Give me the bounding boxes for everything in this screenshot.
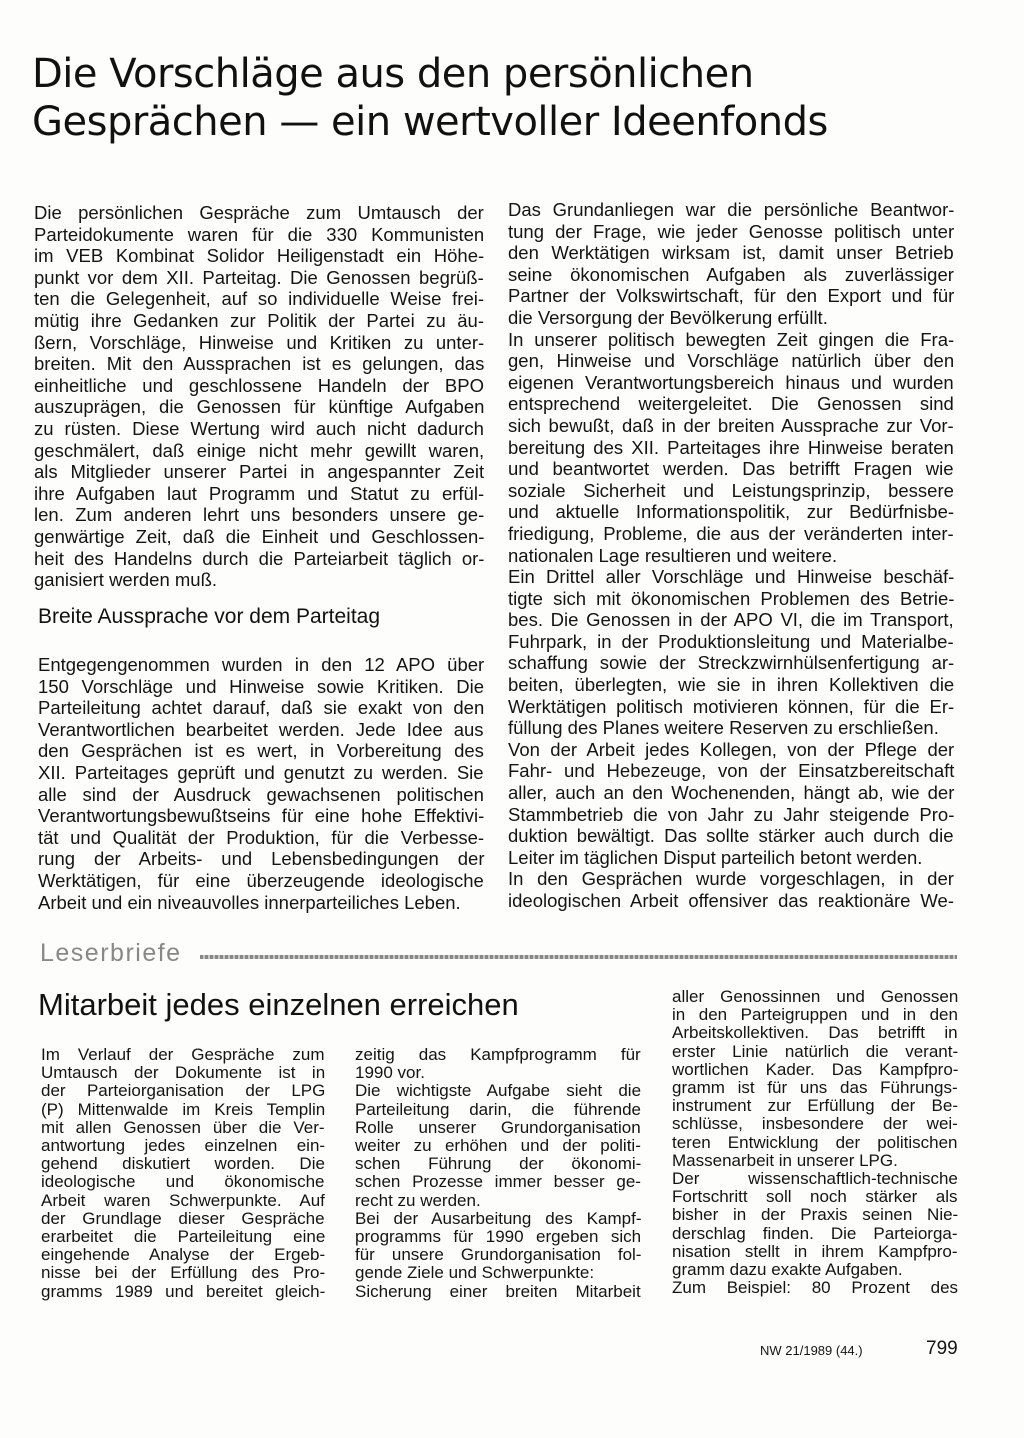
text-line: instrument zur Erfüllung der Be- xyxy=(672,1096,958,1116)
text-line: weiter zu erhöhen und der politi- xyxy=(355,1136,641,1156)
text-line: und aktuelle Informationspolitik, zur Bedürfnisbe- xyxy=(508,501,955,523)
text-line: wortlichen Kader. Das Kampfpro- xyxy=(672,1059,959,1079)
text-line: den Werktätigen wirksam ist, damit unser Betrieb xyxy=(508,242,954,264)
text-line: antwortung jedes einzelnen ein- xyxy=(41,1136,326,1156)
text-line: nisse bei der Erfüllung des Pro- xyxy=(41,1263,326,1283)
text-line: Bei der Ausarbeitung des Kampf- xyxy=(355,1208,642,1228)
text-line: Sicherung einer breiten Mitarbeit xyxy=(355,1281,641,1301)
text-line: schlüsse, insbesondere der wei- xyxy=(672,1114,958,1134)
text-line: genwärtige Zeit, daß die Einheit und Geschlossen- xyxy=(34,525,485,547)
text-line: gramms 1989 und bereitet gleich- xyxy=(41,1281,326,1301)
text-line: auszuprägen, die Genossen für künftige Aufgaben xyxy=(34,396,485,418)
text-line: entsprechend weitergeleitet. Die Genossen sind xyxy=(508,393,954,415)
text-line: tigte sich mit ökonomischen Problemen des Betrie- xyxy=(508,587,955,609)
section-subheading: Breite Aussprache vor dem Parteitag xyxy=(38,605,381,628)
text-line: friedigung, Probleme, die aus der veränderten inter- xyxy=(508,522,954,544)
text-line: bisher in der Praxis seinen Nie- xyxy=(672,1205,959,1225)
text-line: Werktätigen, für eine überzeugende ideologische xyxy=(38,869,484,891)
text-line: Fortschritt soll noch stärker als xyxy=(672,1187,958,1207)
issue-reference: NW 21/1989 (44.) xyxy=(760,1343,863,1358)
text-line: alle sind der Ausdruck gewachsenen politischen xyxy=(38,783,484,805)
text-line: Arbeit und ein niveauvolles innerparteiliches Leben. xyxy=(38,891,461,913)
text-line: Zum Beispiel: 80 Prozent des xyxy=(672,1278,959,1298)
text-line: geschmälert, daß einige nicht mehr gewillt waren, xyxy=(34,439,485,461)
text-line: gende Ziele und Schwerpunkte: xyxy=(355,1263,595,1283)
text-line: len. Zum anderen lehrt uns besonders unsere ge- xyxy=(34,504,485,526)
text-line: die Versorgung der Bevölkerung erfüllt. xyxy=(508,306,828,328)
text-line: eigenen Verantwortungsbereich hinaus und wurden xyxy=(508,371,954,393)
text-line: breiten. Mit den Aussprachen ist es gelungen, das xyxy=(34,353,485,375)
article-column-left-intro xyxy=(34,202,484,591)
text-line: sich bewußt, daß in der breiten Aussprache zur Vor- xyxy=(508,414,954,436)
text-line: seine ökonomischen Aufgaben als zuverlässiger xyxy=(508,263,954,285)
text-line: Fuhrpark, in der Produktionsleitung und Materialbe- xyxy=(508,630,954,652)
text-line: bes. Die Genossen in der APO VI, die im Transport, xyxy=(508,609,954,631)
text-line: nationalen Lage resultieren und weitere. xyxy=(508,544,838,566)
text-line: zu rüsten. Diese Wertung wird auch nicht dadurch xyxy=(34,417,484,439)
text-line: gramm ist für uns das Führungs- xyxy=(672,1078,958,1098)
text-line: Ein Drittel aller Vorschläge und Hinweise beschäf- xyxy=(508,566,955,588)
text-line: aller Genossinnen und Genossen xyxy=(672,987,959,1006)
text-line: schen Prozesse immer besser ge- xyxy=(355,1172,641,1192)
letter-title: Mitarbeit jedes einzelnen erreichen xyxy=(38,987,519,1022)
text-line: beiten, überlegten, wie sie in ihren Kollektiven die xyxy=(508,674,955,696)
article-column-right xyxy=(508,199,954,912)
article-column-left-continued xyxy=(38,654,484,913)
text-line: ganisiert werden muß. xyxy=(34,569,218,591)
text-line: Die wichtigste Aufgabe sieht die xyxy=(355,1081,642,1101)
text-line: der Parteiorganisation der LPG xyxy=(41,1081,326,1101)
text-line: als Mitglieder unserer Partei in angespannter Zeit xyxy=(34,461,485,483)
text-line: Rolle unserer Grundorganisation xyxy=(355,1117,641,1137)
text-line: teren Entwicklung der politischen xyxy=(672,1132,958,1152)
text-line: XII. Parteitages geprüft und genutzt zu werden. Sie xyxy=(38,761,484,783)
text-line: duktion bewältigt. Das sollte stärker auch durch die xyxy=(508,825,954,847)
page-number: 799 xyxy=(926,1338,958,1359)
section-divider xyxy=(200,955,957,959)
text-line: Leiter im täglichen Disput parteilich betont werden. xyxy=(508,846,923,868)
letter-column-3 xyxy=(672,988,958,1297)
text-line: schen Führung der ökonomi- xyxy=(355,1154,642,1174)
text-line: soziale Sicherheit und Leistungsprinzip, bessere xyxy=(508,479,954,501)
text-line: füllung des Planes weitere Reserven zu erschließen. xyxy=(508,717,939,739)
text-line: zeitig das Kampfprogramm für xyxy=(355,1045,641,1064)
text-line: Von der Arbeit jedes Kollegen, von der Pflege der xyxy=(508,738,955,760)
text-line: Verantwortungsbewußtseins für eine hohe Effektivi- xyxy=(38,805,485,827)
text-line: und beantwortet werden. Das betrifft Fragen wie xyxy=(508,458,954,480)
text-line: tät und Qualität der Produktion, für die Verbesse- xyxy=(38,826,485,848)
text-line: nisation stellt in ihrem Kampfpro- xyxy=(672,1241,958,1261)
article-title xyxy=(32,50,932,146)
text-line: Die persönlichen Gespräche zum Umtausch der xyxy=(34,202,484,223)
text-line: bereitung des XII. Parteitages ihre Hinweise beraten xyxy=(508,436,954,458)
text-line: schaffung sowie der Streckzwirnhülsenfertigung ar- xyxy=(508,652,955,674)
text-line: Werktätigen politisch motivieren können, für die Er- xyxy=(508,695,955,717)
text-line: derschlag finden. Die Parteiorga- xyxy=(672,1223,958,1243)
text-line: Stammbetrieb die von Jahr zu Jahr steigende Pro- xyxy=(508,803,955,825)
text-line: tung der Frage, wie jeder Genosse politisch unter xyxy=(508,220,955,242)
text-line: Partner der Volkswirtschaft, für den Export und für xyxy=(508,285,955,307)
article-title-line: Gesprächen — ein wertvoller Ideenfonds xyxy=(32,99,828,145)
text-line: in den Parteigruppen und in den xyxy=(672,1005,958,1025)
text-line: heit des Handelns durch die Parteiarbeit täglich or- xyxy=(34,547,485,569)
text-line: ßern, Vorschläge, Hinweise und Kritiken zu unter- xyxy=(34,331,485,353)
text-line: Parteileitung darin, die führende xyxy=(355,1099,641,1119)
text-line: Arbeit waren Schwerpunkte. Auf xyxy=(41,1190,325,1210)
text-line: im VEB Kombinat Solidor Heiligenstadt ein Höhe- xyxy=(34,245,485,267)
text-line: 150 Vorschläge und Hinweise sowie Kritiken. Die xyxy=(38,675,485,697)
text-line: recht zu werden. xyxy=(355,1190,481,1210)
text-line: Der wissenschaftlich-technische xyxy=(672,1169,958,1189)
text-line: ideologische und ökonomische xyxy=(41,1172,325,1192)
text-line: rung der Arbeits- und Lebensbedingungen der xyxy=(38,848,485,870)
text-line: gramm dazu exakte Aufgaben. xyxy=(672,1260,903,1280)
text-line: ideologischen Arbeit offensiver das reaktionäre We- xyxy=(508,890,954,911)
letter-column-2 xyxy=(355,1046,641,1301)
text-line: aller, auch an den Wochenenden, hängt ab, wie der xyxy=(508,782,955,804)
text-line: Massenarbeit in unserer LPG. xyxy=(672,1150,898,1170)
text-line: einheitliche und geschlossene Handeln der BPO xyxy=(34,374,484,396)
text-line: Entgegengenommen wurden in den 12 APO über xyxy=(38,654,485,675)
text-line: programms für 1990 ergeben sich xyxy=(355,1227,642,1247)
text-line: Parteidokumente waren für die 330 Kommunisten xyxy=(34,223,485,245)
text-line: In den Gesprächen wurde vorgeschlagen, in der xyxy=(508,868,954,890)
text-line: ihre Aufgaben laut Programm und Statut zu erfül- xyxy=(34,482,485,504)
text-line: gehend diskutiert worden. Die xyxy=(41,1154,325,1174)
text-line: mit allen Genossen über die Ver- xyxy=(41,1117,325,1137)
text-line: gen, Hinweise und Vorschläge natürlich über den xyxy=(508,350,955,372)
text-line: eingehende Analyse der Ergeb- xyxy=(41,1245,326,1265)
text-line: Arbeitskollektiven. Das betrifft in xyxy=(672,1023,958,1043)
text-line: erster Linie natürlich die verant- xyxy=(672,1041,959,1061)
text-line: Verantwortlichen bearbeitet werden. Jede Idee aus xyxy=(38,718,484,740)
text-line: Parteileitung achtet darauf, daß sie exakt von den xyxy=(38,697,485,719)
text-line: für unsere Grundorganisation fol- xyxy=(355,1245,642,1265)
article-title-line: Die Vorschläge aus den persönlichen xyxy=(32,51,754,97)
text-line: erarbeitet die Parteileitung eine xyxy=(41,1227,326,1247)
text-line: 1990 vor. xyxy=(355,1063,425,1083)
text-line: In unserer politisch bewegten Zeit gingen die Fra- xyxy=(508,328,955,350)
text-line: Im Verlauf der Gespräche zum xyxy=(41,1045,325,1064)
text-line: Fahr- und Hebezeuge, von der Einsatzbereitschaft xyxy=(508,760,955,782)
text-line: (P) Mittenwalde im Kreis Templin xyxy=(41,1099,326,1119)
text-line: Das Grundanliegen war die persönliche Beantwor- xyxy=(508,199,955,220)
text-line: den Gesprächen ist es wert, in Vorbereitung des xyxy=(38,740,484,762)
text-line: Umtausch der Dokumente ist in xyxy=(41,1063,326,1083)
text-line: ten die Gelegenheit, auf so individuelle Weise frei- xyxy=(34,288,485,310)
section-label-leserbriefe: Leserbriefe xyxy=(40,939,182,967)
text-line: punkt vor dem XII. Parteitag. Die Genossen begrüß- xyxy=(34,266,484,288)
text-line: mütig ihre Gedanken zur Politik der Partei zu äu- xyxy=(34,309,485,331)
letter-column-1 xyxy=(41,1046,325,1301)
text-line: der Grundlage dieser Gespräche xyxy=(41,1208,325,1228)
